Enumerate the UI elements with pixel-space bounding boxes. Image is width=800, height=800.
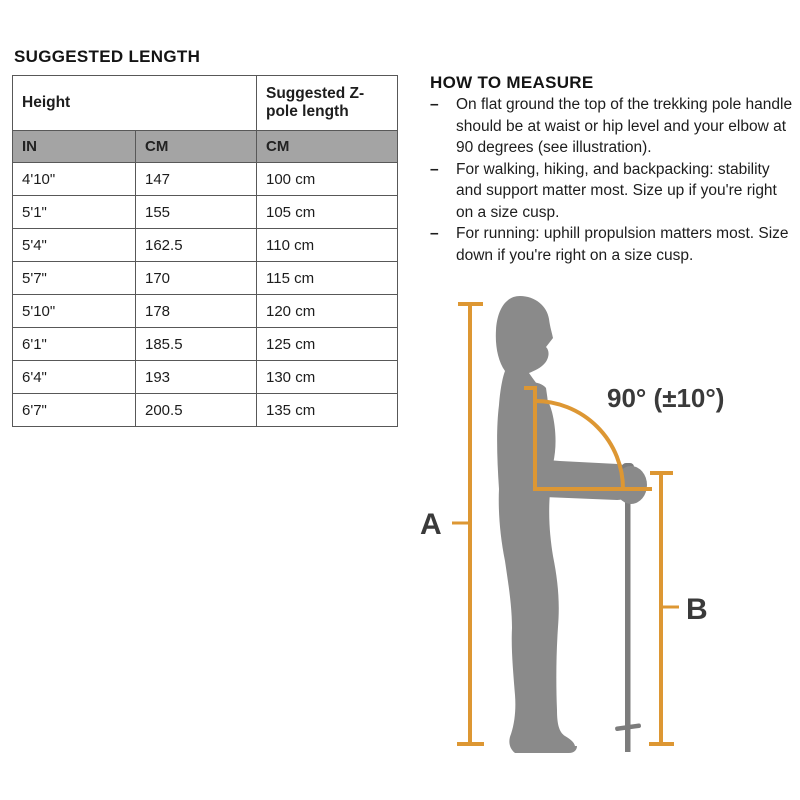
label-b: B xyxy=(686,593,708,626)
person-silhouette-icon xyxy=(496,296,577,753)
column-header-height: Height xyxy=(13,76,257,131)
measure-instruction-item xyxy=(430,159,798,224)
table-header-row xyxy=(13,76,398,131)
cell-pole-length: 125 cm xyxy=(257,328,398,361)
cell-height-cm: 200.5 xyxy=(136,394,257,427)
bullet-dash: – xyxy=(430,225,439,242)
trekking-pole-icon xyxy=(615,463,641,752)
bullet-dash: – xyxy=(430,96,439,113)
cell-pole-length: 120 cm xyxy=(257,295,398,328)
cell-height-cm: 193 xyxy=(136,361,257,394)
cell-height-in: 5'4" xyxy=(13,229,136,262)
cell-pole-length: 130 cm xyxy=(257,361,398,394)
cell-height-cm: 155 xyxy=(136,196,257,229)
table-row xyxy=(13,163,398,196)
cell-height-in: 5'1" xyxy=(13,196,136,229)
cell-height-in: 4'10" xyxy=(13,163,136,196)
measurement-line-b xyxy=(649,472,679,744)
cell-height-cm: 178 xyxy=(136,295,257,328)
cell-height-cm: 162.5 xyxy=(136,229,257,262)
table-units-row xyxy=(13,131,398,163)
cell-height-cm: 147 xyxy=(136,163,257,196)
cell-height-in: 6'7" xyxy=(13,394,136,427)
cell-pole-length: 115 cm xyxy=(257,262,398,295)
bullet-text: For walking, hiking, and backpacking: stability and support matter most. Size up if you're right on a size cusp. xyxy=(456,160,777,221)
cell-pole-length: 105 cm xyxy=(257,196,398,229)
bullet-text: For running: uphill propulsion matters most. Size down if you're right on a size cusp. xyxy=(456,225,789,264)
table-row xyxy=(13,295,398,328)
pole-shaft xyxy=(625,480,631,752)
cell-height-in: 6'4" xyxy=(13,361,136,394)
column-header-suggested-length: Suggested Z-pole length xyxy=(257,76,398,131)
unit-header-cm: CM xyxy=(136,131,257,163)
bullet-dash: – xyxy=(430,160,439,178)
table-row xyxy=(13,361,398,394)
measure-instruction-item xyxy=(430,94,798,159)
measure-instruction-item xyxy=(430,223,798,266)
cell-pole-length: 100 cm xyxy=(257,163,398,196)
cell-pole-length: 135 cm xyxy=(257,394,398,427)
how-to-measure-title: HOW TO MEASURE xyxy=(430,73,594,92)
measurement-illustration xyxy=(415,285,800,770)
table-row xyxy=(13,328,398,361)
label-a: A xyxy=(420,508,442,541)
cell-height-cm: 185.5 xyxy=(136,328,257,361)
measure-instruction-list xyxy=(430,94,798,266)
table-body xyxy=(13,163,398,427)
table-row xyxy=(13,229,398,262)
bullet-text: On flat ground the top of the trekking pole handle should be at waist or hip level and your elbow at 90 degrees (see illustration). xyxy=(456,96,793,156)
cell-height-cm: 170 xyxy=(136,262,257,295)
angle-label: 90° (±10°) xyxy=(607,383,725,413)
suggested-length-title: SUGGESTED LENGTH xyxy=(14,47,201,66)
measurement-line-a xyxy=(452,303,484,744)
cell-height-in: 5'10" xyxy=(13,295,136,328)
cell-pole-length: 110 cm xyxy=(257,229,398,262)
table-header xyxy=(13,76,398,163)
table-row xyxy=(13,262,398,295)
suggested-length-table xyxy=(12,75,398,427)
table-row xyxy=(13,196,398,229)
unit-header-in: IN xyxy=(13,131,136,163)
unit-header-pole-cm: CM xyxy=(257,131,398,163)
table-row xyxy=(13,394,398,427)
cell-height-in: 5'7" xyxy=(13,262,136,295)
cell-height-in: 6'1" xyxy=(13,328,136,361)
